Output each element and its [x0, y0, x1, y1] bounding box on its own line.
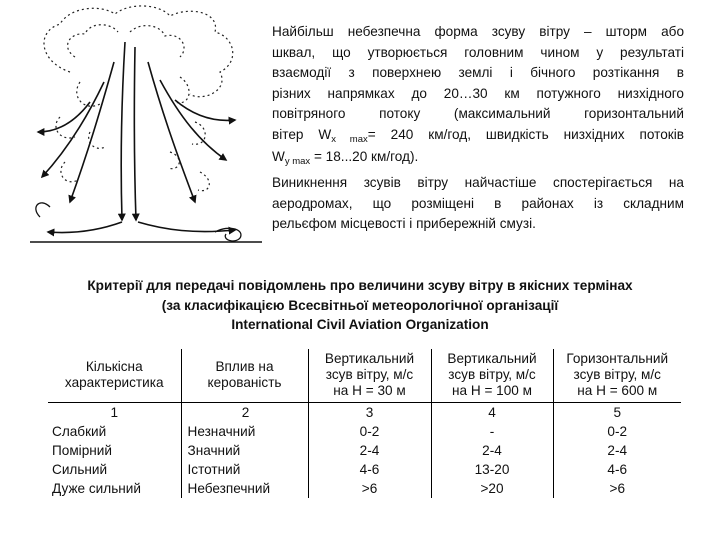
header-vertical-100m	[431, 349, 553, 403]
header-line: керованість	[207, 375, 282, 390]
table-cell: 2-4	[308, 441, 431, 460]
vert-text-pre: W	[272, 149, 285, 164]
table-cell: 0-2	[308, 422, 431, 441]
table-cell: Істотний	[181, 460, 308, 479]
wind-subscript: x max	[331, 133, 368, 145]
table-cell: Помірний	[52, 443, 112, 458]
table-cell: 2	[181, 403, 308, 423]
wind-text-pre: вітер W	[272, 126, 332, 142]
header-line: зсув вітру, м/с	[573, 367, 661, 382]
text-line: Найбільш небезпечна форма зсуву вітру – шторм або	[272, 24, 684, 39]
downdraft-arrows	[38, 42, 235, 233]
table-row	[48, 441, 681, 460]
downburst-illustration	[30, 2, 262, 254]
section-heading-line2: (за класифікацією Всесвітньої метеорологічної організації	[161, 298, 559, 313]
header-line: на Н = 30 м	[333, 383, 406, 398]
header-line: Вертикальний	[324, 351, 415, 366]
table-cell: 4-6	[308, 460, 431, 479]
table-cell: 2-4	[553, 441, 681, 460]
table-index-row	[48, 403, 681, 423]
header-line: Вплив на	[215, 359, 274, 374]
table-cell: Дуже сильний	[52, 481, 141, 496]
header-line: зсув вітру, м/с	[448, 367, 536, 382]
header-horizontal-600m	[553, 349, 681, 403]
header-line: характеристика	[64, 375, 164, 390]
table-row	[48, 479, 681, 498]
table-header-row	[48, 349, 681, 403]
table-cell: >6	[553, 479, 681, 498]
table-cell: 5	[553, 403, 681, 423]
text-line: аеродромах, що розміщені в районах із складним	[272, 195, 684, 211]
header-line: на Н = 600 м	[577, 383, 658, 398]
header-quantitative	[48, 349, 181, 403]
section-heading-line3: International Civil Aviation Organization	[231, 317, 489, 332]
header-line: на Н = 100 м	[452, 383, 532, 398]
table-cell: 4-6	[553, 460, 681, 479]
text-line: повітряного потоку (максимальний горизонтальний	[272, 106, 684, 121]
wind-shear-criteria-table	[48, 349, 681, 498]
wind-text-post: = 240 км/год, швидкість низхідних потоків	[367, 126, 684, 142]
table-cell: 13-20	[431, 460, 553, 479]
table-cell: 1	[110, 405, 119, 420]
table-cell: -	[431, 422, 553, 441]
paragraph-occurrence	[272, 173, 684, 235]
table-cell: Значний	[181, 441, 308, 460]
header-line: Вертикальний	[447, 351, 537, 366]
table-cell: >6	[308, 479, 431, 498]
header-line: Кількісна	[85, 359, 143, 374]
text-line: Виникнення зсувів вітру найчастіше спостерігається на	[272, 175, 684, 190]
table-row	[48, 460, 681, 479]
table-cell: 0-2	[553, 422, 681, 441]
table-cell: Незначний	[181, 422, 308, 441]
text-line: різних напрямках до 20…30 км потужного низхідного	[272, 85, 684, 101]
section-heading-line1: Критерії для передачі повідомлень про величини зсуву вітру в якісних термінах	[87, 278, 633, 293]
table-cell: 3	[308, 403, 431, 423]
table-cell: Слабкий	[52, 424, 107, 439]
table-cell: Сильний	[52, 462, 108, 477]
table-cell: >20	[431, 479, 553, 498]
vert-text-post: = 18...20 км/год).	[310, 149, 419, 164]
text-line: рельєфом місцевості і прибережній смузі.	[272, 216, 536, 231]
table-cell: 2-4	[431, 441, 553, 460]
table-cell: Небезпечний	[181, 479, 308, 498]
text-line-wind	[272, 125, 684, 148]
cloud-dots	[44, 6, 233, 191]
header-line: Горизонтальний	[566, 351, 669, 366]
text-line-vertical	[272, 147, 684, 170]
header-controllability	[181, 349, 308, 403]
text-line: шквал, що утворюється головним чином у результаті	[272, 44, 684, 60]
text-line: взаємодії з поверхнею землі і бічного розтікання в	[272, 65, 684, 80]
header-vertical-30m	[308, 349, 431, 403]
vert-subscript: y max	[284, 156, 311, 167]
table-row	[48, 422, 681, 441]
header-line: зсув вітру, м/с	[325, 367, 414, 382]
paragraph-storm-description	[272, 22, 684, 170]
table-cell: 4	[431, 403, 553, 423]
